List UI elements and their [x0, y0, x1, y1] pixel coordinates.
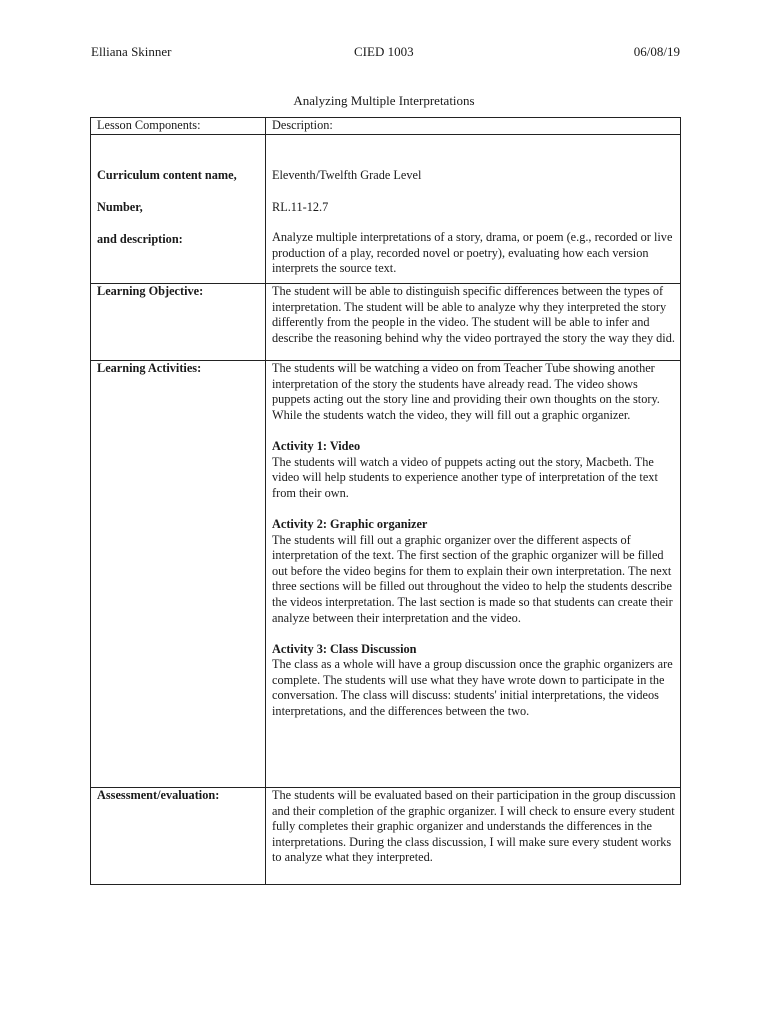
activity-1-text: The students will watch a video of puppets acting out the story, Macbeth. The video will help students to experience another type of interpretation of the text from their own. [272, 454, 658, 500]
assessment-label: Assessment/evaluation: [97, 788, 220, 802]
table-row-curriculum [91, 135, 681, 284]
activities-intro: The students will be watching a video on from Teacher Tube showing another interpretation of the story the students have already read. The video shows puppets acting out the story line and providing their own thoughts on the story. While the students watch the video, they will fill out a graphic organizer. [272, 361, 660, 422]
curriculum-label-description: and description: [97, 232, 183, 246]
activity-2-text: The students will fill out a graphic organizer over the different aspects of interpretation of the text. The first section of the graphic organizer will be filled out before the video begins for them to explain their own interpretation. The next three sections will be filled out throughout the video to help the students describe the videos interpretation. The last section is made so that students can create their analyze between their interpretation and the video. [272, 532, 673, 625]
activity-2-title: Activity 2: Graphic organizer [272, 516, 428, 531]
page-header [91, 44, 680, 64]
curriculum-label-cell [91, 135, 266, 284]
author-name: Elliana Skinner [91, 44, 172, 59]
objective-label-cell [91, 284, 266, 361]
activity-3-text: The class as a whole will have a group discussion once the graphic organizers are complete. The students will use what they have wrote down to participate in the conversation. The class will discuss: students' initial interpretations, the videos interpretations, and the differences between the two. [272, 657, 673, 719]
document-title: Analyzing Multiple Interpretations [293, 93, 475, 108]
activity-1-title: Activity 1: Video [272, 438, 361, 453]
lesson-table [90, 117, 681, 885]
activities-desc-cell [266, 361, 681, 788]
table-header-row [91, 118, 681, 135]
course-code: CIED 1003 [354, 44, 414, 59]
activities-label: Learning Activities: [97, 361, 202, 375]
activity-3-title: Activity 3: Class Discussion [272, 641, 417, 656]
objective-label: Learning Objective: [97, 284, 204, 298]
document-date: 06/08/19 [633, 44, 680, 59]
curriculum-name: Eleventh/Twelfth Grade Level [272, 168, 422, 182]
table-row-activities [91, 361, 681, 788]
assessment-label-cell [91, 788, 266, 885]
header-cell-description: Description: [266, 118, 681, 135]
objective-text: The student will be able to distinguish specific differences between the types of interpretation. The student will be able to analyze why they interpreted the story differently from the people in the video. The student will be able to infer and describe the reasoning behind why the video portrayed the story the way they did. [266, 284, 681, 361]
curriculum-number: RL.11-12.7 [272, 200, 329, 214]
curriculum-desc-cell [266, 135, 681, 284]
table-row-assessment [91, 788, 681, 885]
assessment-text: The students will be evaluated based on their participation in the group discussion and their completion of the graphic organizer. I will check to ensure every student fully completes their graphic organizer and understands the differences in the interpretations. During the class discussion, I will make sure every student works to analyze what they interpreted. [266, 788, 681, 885]
activities-label-cell [91, 361, 266, 788]
header-cell-components: Lesson Components: [91, 118, 266, 135]
curriculum-label-number: Number, [97, 200, 143, 214]
curriculum-description: Analyze multiple interpretations of a story, drama, or poem (e.g., recorded or live production of a play, recorded novel or poetry), evaluating how each version interprets the source text. [272, 230, 673, 276]
curriculum-label-name: Curriculum content name, [97, 168, 237, 182]
table-row-objective [91, 284, 681, 361]
